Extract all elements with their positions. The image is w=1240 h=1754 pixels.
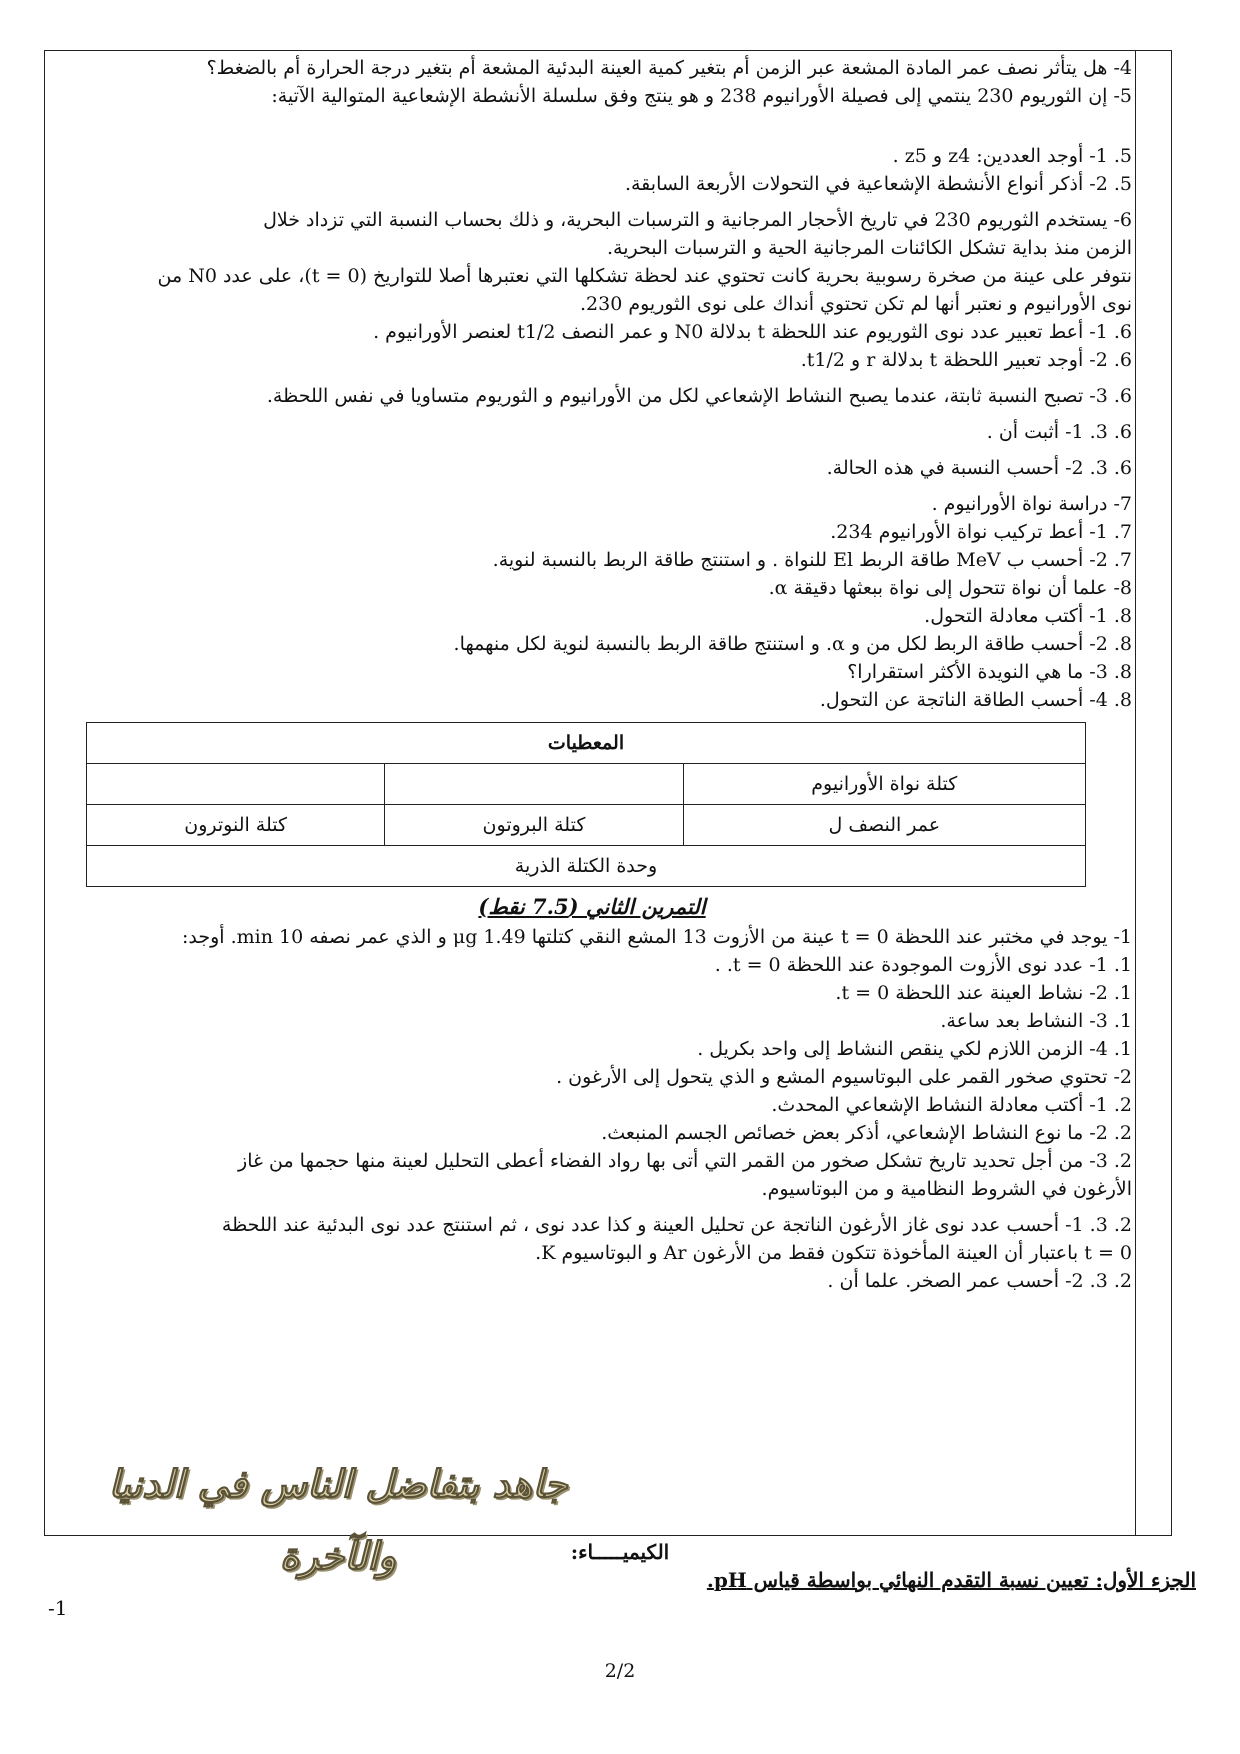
question-5-2: 5. 2- أذكر أنواع الأنشطة الإشعاعية في التحولات الأربعة السابقة. [624, 173, 1132, 195]
question-6-2: 6. 2- أوجد تعبير اللحظة t بدلالة r و t1/2. [800, 349, 1132, 371]
ex2-question-2: 2- تحتوي صخور القمر على البوتاسيوم المشع و الذي يتحول إلى الأرغون . [556, 1066, 1132, 1088]
ex2-question-1-1: 1. 1- عدد نوى الأزوت الموجودة عند اللحظة t = 0. . [714, 954, 1132, 976]
margin-separator [1135, 51, 1136, 1535]
question-6-3-1: 6. 3. 1- أثبت أن . [986, 421, 1132, 443]
question-8: 8- علما أن نواة تتحول إلى نواة ببعثها دقيقة α. [768, 577, 1132, 599]
ex2-question-1: 1- يوجد في مختبر عند اللحظة t = 0 عينة من الأزوت 13 المشع النقي كتلتها 1.49 μg و الذي عمر نصفه 10 min. أوجد: [181, 926, 1132, 948]
calligraphy-logo [68, 1448, 608, 1578]
physics-content [52, 54, 1132, 1295]
question-8-1: 8. 1- أكتب معادلة التحول. [924, 605, 1132, 627]
question-7-1: 7. 1- أعط تركيب نواة الأورانيوم 234. [830, 521, 1132, 543]
chemistry-title: الكيميـــــاء: [570, 1540, 670, 1564]
ex2-question-2-1: 2. 1- أكتب معادلة النشاط الإشعاعي المحدث. [771, 1094, 1132, 1116]
chemistry-part-1-title: الجزء الأول: تعيين نسبة التقدم النهائي بواسطة قياس pH. [706, 1568, 1196, 1592]
ex2-question-1-3: 1. 3- النشاط بعد ساعة. [940, 1010, 1132, 1032]
question-8-4: 8. 4- أحسب الطاقة الناتجة عن التحول. [819, 689, 1132, 711]
decay-chain-equation [52, 110, 1132, 142]
data-table [86, 722, 1086, 887]
question-6-context-2: نوى الأورانيوم و نعتبر أنها لم تكن تحتوي أنداك على نوى الثوريوم 230. [579, 293, 1132, 315]
question-7: 7- دراسة نواة الأورانيوم . [931, 493, 1132, 515]
logo-text: جاهد بتفاضل الناس في الدنيا والآخرة [108, 1461, 568, 1578]
ex2-question-2-3-1: 2. 3. 1- أحسب عدد نوى غاز الأرغون الناتجة عن تحليل العينة و كذا عدد نوى ، ثم استنتج عدد نوى البدئية عند اللحظة [221, 1214, 1132, 1236]
half-life-cell: عمر النصف ل [683, 805, 1085, 846]
question-6-3-2: 6. 3. 2- أحسب النسبة في هذه الحالة. [826, 457, 1132, 479]
question-6-intro-2: الزمن منذ بداية تشكل الكائنات المرجانية الحية و الترسبات البحرية. [607, 237, 1132, 259]
ex2-question-1-4: 1. 4- الزمن اللازم لكي ينقص النشاط إلى واحد بكريل . [697, 1038, 1132, 1060]
question-6-3: 6. 3- تصبح النسبة ثابتة، عندما يصبح النشاط الإشعاعي لكل من الأورانيوم و الثوريوم متساويا في نفس اللحظة. [266, 385, 1132, 407]
chemistry-section [44, 1538, 1196, 1622]
question-4: 4- هل يتأثر نصف عمر المادة المشعة عبر الزمن أم بتغير كمية العينة البدئية المشعة أم بتغير درجة الحرارة أم بالضغط؟ [206, 57, 1132, 79]
ex2-question-2-3: 2. 3- من أجل تحديد تاريخ تشكل صخور من القمر التي أتى بها رواد الفضاء أعطى التحليل لعينة منها حجمها من غاز [238, 1150, 1132, 1172]
atomic-mass-unit-cell: وحدة الكتلة الذرية [87, 846, 1086, 887]
ex2-question-2-3-2: 2. 3. 2- أحسب عمر الصخر. علما أن . [827, 1270, 1132, 1292]
uranium-mass-cell: كتلة نواة الأورانيوم [683, 764, 1085, 805]
chemistry-item-1: -1 [48, 1596, 68, 1620]
question-6-1: 6. 1- أعط تعبير عدد نوى الثوريوم عند اللحظة t بدلالة N0 و عمر النصف t1/2 لعنصر الأورانيوم . [373, 321, 1132, 343]
ex2-question-2-2: 2. 2- ما نوع النشاط الإشعاعي، أذكر بعض خصائص الجسم المنبعث. [601, 1122, 1132, 1144]
question-8-3: 8. 3- ما هي النويدة الأكثر استقرارا؟ [847, 661, 1132, 683]
question-6-context: نتوفر على عينة من صخرة رسوبية بحرية كانت تحتوي عند لحظة تشكلها التي نعتبرها أصلا للتواريخ (t = 0)، على عدد N0 من [157, 265, 1132, 287]
thorium-mass-cell [87, 764, 385, 805]
question-6-intro: 6- يستخدم الثوريوم 230 في تاريخ الأحجار المرجانية و الترسبات البحرية، و ذلك بحساب النسبة التي تزداد خلال [263, 209, 1132, 231]
helium-mass-cell [385, 764, 683, 805]
ex2-question-2-3-1-cont: t = 0 باعتبار أن العينة المأخوذة تتكون فقط من الأرغون Ar و البوتاسيوم K. [535, 1242, 1132, 1264]
question-7-2: 7. 2- أحسب ب MeV طاقة الربط El للنواة . و استنتج طاقة الربط بالنسبة لنوية. [492, 549, 1132, 571]
question-8-2: 8. 2- أحسب طاقة الربط لكل من و α. و استنتج طاقة الربط بالنسبة لنوية لكل منهمها. [453, 633, 1132, 655]
question-5: 5- إن الثوريوم 230 ينتمي إلى فصيلة الأورانيوم 238 و هو ينتج وفق سلسلة الأنشطة الإشعاعية المتوالية الآتية: [271, 85, 1132, 107]
proton-mass-cell: كتلة البروتون [385, 805, 683, 846]
ex2-question-1-2: 1. 2- نشاط العينة عند اللحظة t = 0. [835, 982, 1132, 1004]
page-number: 2/2 [604, 1660, 636, 1682]
ex2-question-2-3-cont: الأرغون في الشروط النظامية و من البوتاسيوم. [761, 1178, 1132, 1200]
data-table-title: المعطيات [87, 723, 1086, 764]
exercise-2-title: التمرين الثاني (7.5 نقط) [478, 894, 706, 919]
neutron-mass-cell: كتلة النوترون [87, 805, 385, 846]
question-5-1: 5. 1- أوجد العددين: z4 و z5 . [892, 145, 1132, 167]
